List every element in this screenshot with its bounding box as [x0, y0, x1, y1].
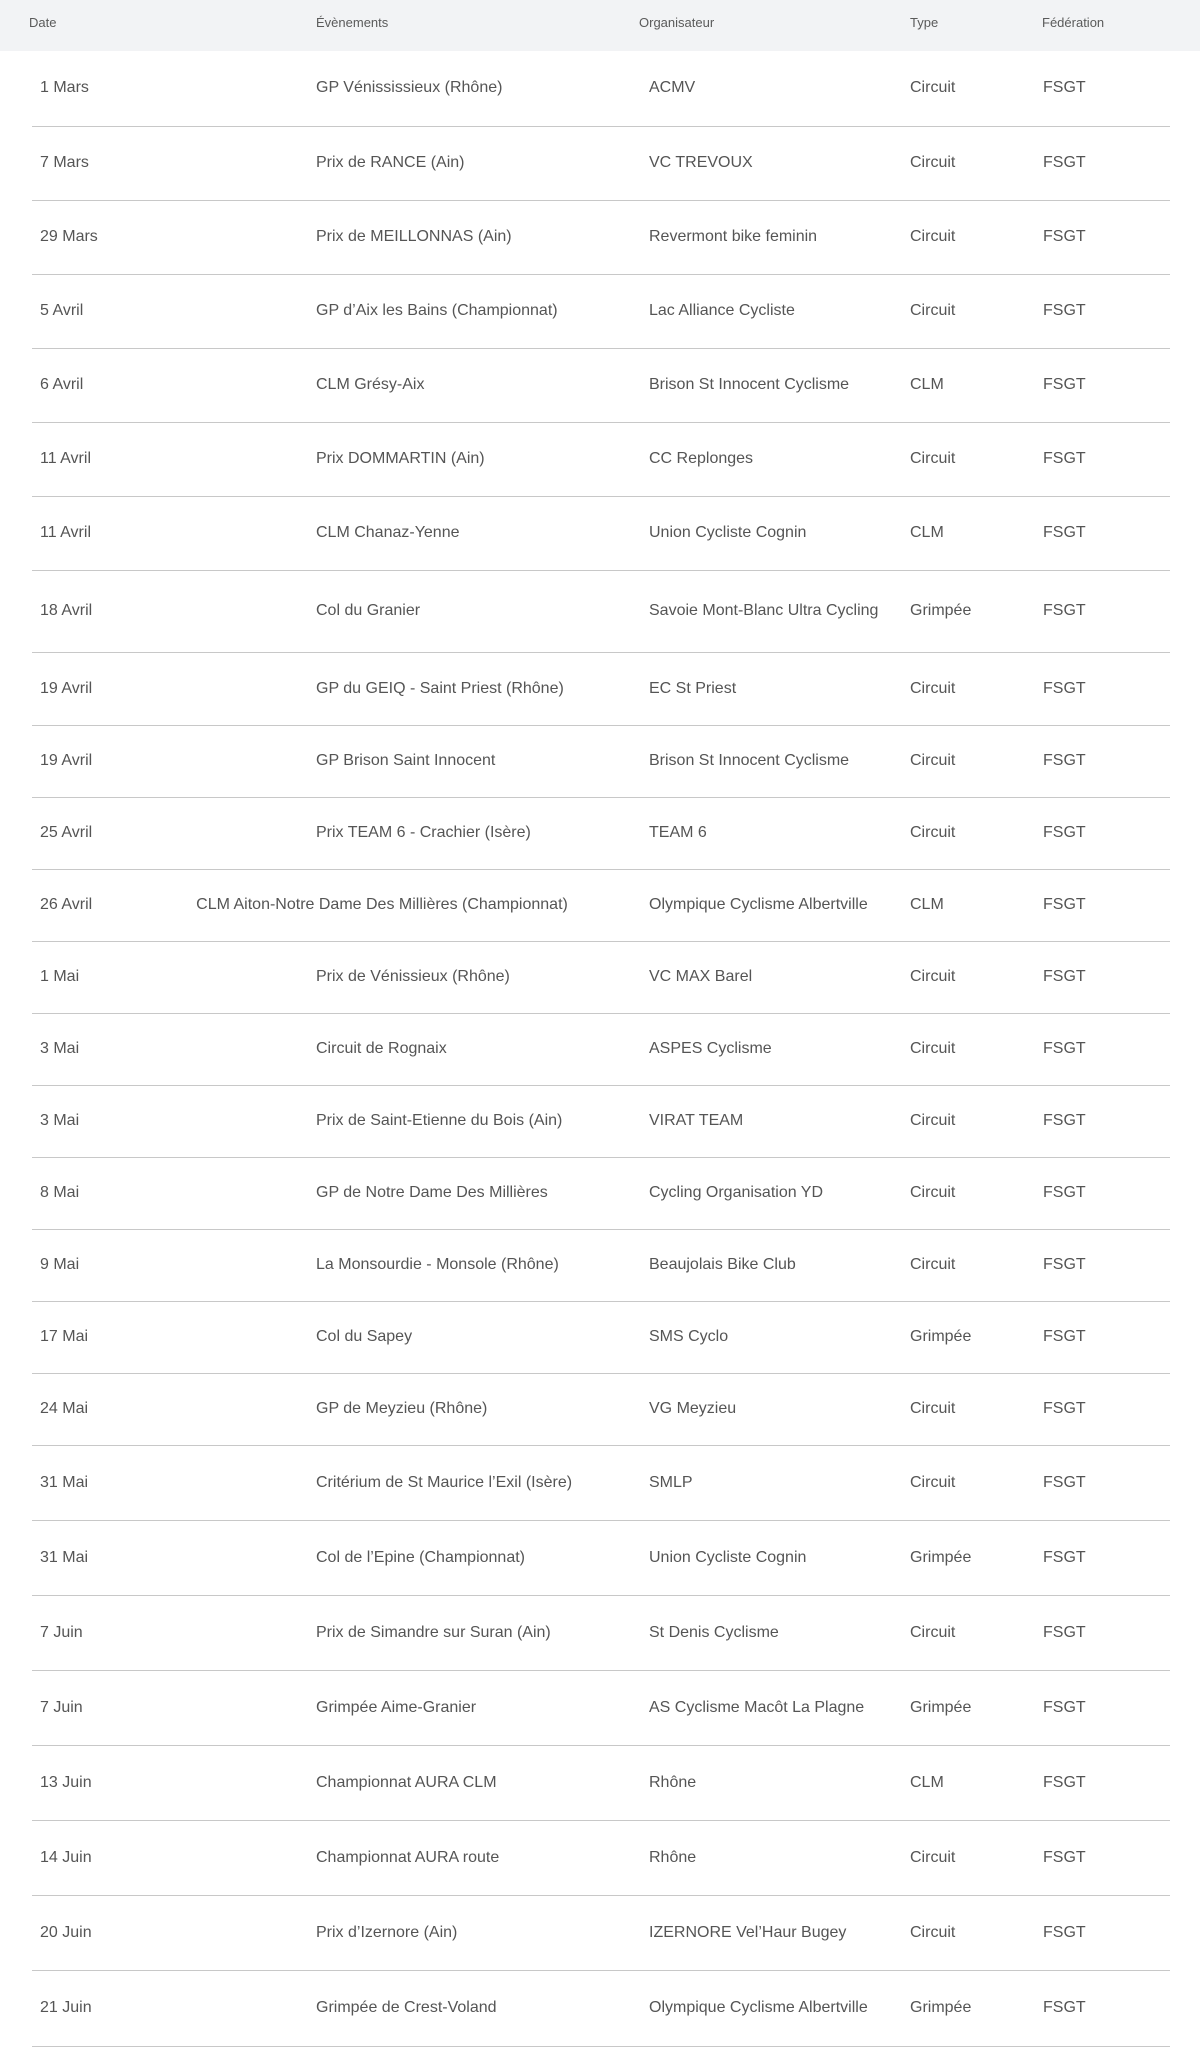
- event-federation: FSGT: [1043, 79, 1086, 96]
- event-organizer: Olympique Cyclisme Albertville: [649, 896, 868, 913]
- event-date: 9 Mai: [40, 1256, 80, 1273]
- event-name: GP d’Aix les Bains (Championnat): [316, 302, 558, 319]
- event-federation: FSGT: [1043, 1400, 1086, 1417]
- event-organizer: VG Meyzieu: [649, 1400, 737, 1417]
- event-federation: FSGT: [1043, 968, 1086, 985]
- table-row: [32, 1374, 1170, 1446]
- table-row: [32, 1671, 1170, 1746]
- event-organizer: IZERNORE Vel’Haur Bugey: [649, 1924, 847, 1941]
- event-organizer: TEAM 6: [649, 824, 707, 841]
- event-name: Col du Sapey: [316, 1328, 413, 1345]
- event-organizer: Brison St Innocent Cyclisme: [649, 376, 850, 393]
- event-federation: FSGT: [1043, 680, 1086, 697]
- event-federation: FSGT: [1043, 1474, 1086, 1491]
- event-name: Circuit de Rognaix: [316, 1040, 447, 1057]
- table-row: [32, 1446, 1170, 1521]
- event-date: 31 Mai: [40, 1474, 89, 1491]
- event-type: Circuit: [910, 228, 956, 245]
- event-type: Circuit: [910, 1040, 956, 1057]
- table-row: [32, 798, 1170, 870]
- header-event: Évènements: [316, 15, 389, 30]
- event-organizer: CC Replonges: [649, 450, 754, 467]
- event-type: Circuit: [910, 824, 956, 841]
- event-type: Circuit: [910, 968, 956, 985]
- event-organizer: Olympique Cyclisme Albertville: [649, 1999, 868, 2016]
- table-row: [32, 1896, 1170, 1971]
- event-type: Circuit: [910, 1400, 956, 1417]
- event-date: 6 Avril: [40, 376, 84, 393]
- header-type: Type: [910, 15, 939, 30]
- table-row: [32, 1521, 1170, 1596]
- event-type: Grimpée: [910, 1999, 972, 2016]
- event-type: Grimpée: [910, 1328, 972, 1345]
- table-row: [32, 1302, 1170, 1374]
- event-type: CLM: [910, 896, 944, 913]
- event-federation: FSGT: [1043, 1924, 1086, 1941]
- event-organizer: SMS Cyclo: [649, 1328, 729, 1345]
- event-type: Circuit: [910, 1849, 956, 1866]
- event-name: GP Vénississieux (Rhône): [316, 79, 503, 96]
- table-row: [32, 870, 1170, 942]
- event-type: Grimpée: [910, 602, 972, 619]
- event-federation: FSGT: [1043, 1328, 1086, 1345]
- event-name: GP Brison Saint Innocent: [316, 752, 496, 769]
- event-name: CLM Grésy-Aix: [316, 376, 425, 393]
- table-row: [32, 1014, 1170, 1086]
- event-date: 1 Mai: [40, 968, 80, 985]
- event-organizer: Lac Alliance Cycliste: [649, 302, 795, 319]
- header-organizer: Organisateur: [639, 15, 715, 30]
- event-name: Grimpée Aime-Granier: [316, 1699, 477, 1716]
- event-type: CLM: [910, 524, 944, 541]
- event-federation: FSGT: [1043, 376, 1086, 393]
- event-federation: FSGT: [1043, 752, 1086, 769]
- table-header: [0, 0, 1200, 51]
- table-row: [32, 726, 1170, 798]
- event-federation: FSGT: [1043, 524, 1086, 541]
- event-name: Championnat AURA CLM: [316, 1774, 497, 1791]
- table-row: [32, 1230, 1170, 1302]
- event-federation: FSGT: [1043, 1999, 1086, 2016]
- event-type: Circuit: [910, 154, 956, 171]
- event-name: Prix de MEILLONNAS (Ain): [316, 228, 512, 245]
- event-organizer: ACMV: [649, 79, 696, 96]
- event-name: La Monsourdie - Monsole (Rhône): [316, 1256, 559, 1273]
- event-name: Prix de Saint-Etienne du Bois (Ain): [316, 1112, 563, 1129]
- event-date: 21 Juin: [40, 1999, 92, 2016]
- event-type: Circuit: [910, 1256, 956, 1273]
- event-type: Grimpée: [910, 1699, 972, 1716]
- event-date: 24 Mai: [40, 1400, 89, 1417]
- event-name: GP du GEIQ - Saint Priest (Rhône): [316, 680, 564, 697]
- event-date: 11 Avril: [40, 450, 91, 467]
- event-federation: FSGT: [1043, 1699, 1086, 1716]
- event-name: Prix TEAM 6 - Crachier (Isère): [316, 824, 531, 841]
- event-organizer: Rhône: [649, 1849, 697, 1866]
- event-name: CLM Chanaz-Yenne: [316, 524, 460, 541]
- event-organizer: Rhône: [649, 1774, 697, 1791]
- event-federation: FSGT: [1043, 1624, 1086, 1641]
- event-type: Grimpée: [910, 1549, 972, 1566]
- event-organizer: Beaujolais Bike Club: [649, 1256, 796, 1273]
- event-federation: FSGT: [1043, 302, 1086, 319]
- event-name: GP de Notre Dame Des Millières: [316, 1184, 548, 1201]
- event-federation: FSGT: [1043, 1040, 1086, 1057]
- event-name: Grimpée de Crest-Voland: [316, 1999, 497, 2016]
- table-row: [32, 1821, 1170, 1896]
- event-name: Prix de RANCE (Ain): [316, 154, 465, 171]
- table-row: [32, 423, 1170, 497]
- event-type: Circuit: [910, 302, 956, 319]
- event-organizer: SMLP: [649, 1474, 693, 1491]
- event-federation: FSGT: [1043, 1774, 1086, 1791]
- event-type: Circuit: [910, 680, 956, 697]
- event-federation: FSGT: [1043, 228, 1086, 245]
- event-organizer: Union Cycliste Cognin: [649, 524, 807, 541]
- event-date: 20 Juin: [40, 1924, 92, 1941]
- event-type: CLM: [910, 1774, 944, 1791]
- event-name: GP de Meyzieu (Rhône): [316, 1400, 488, 1417]
- event-type: Circuit: [910, 1112, 956, 1129]
- event-organizer: Revermont bike feminin: [649, 228, 818, 245]
- event-type: Circuit: [910, 752, 956, 769]
- event-federation: FSGT: [1043, 602, 1086, 619]
- table-row: [32, 51, 1170, 127]
- header-date: Date: [29, 15, 57, 30]
- table-row: [32, 1746, 1170, 1821]
- event-date: 25 Avril: [40, 824, 93, 841]
- event-name: Critérium de St Maurice l’Exil (Isère): [316, 1474, 573, 1491]
- event-federation: FSGT: [1043, 450, 1086, 467]
- table-row: [32, 1086, 1170, 1158]
- event-organizer: Savoie Mont-Blanc Ultra Cycling: [649, 602, 879, 619]
- event-name: Prix DOMMARTIN (Ain): [316, 450, 485, 467]
- event-name: Col de l’Epine (Championnat): [316, 1549, 525, 1566]
- event-name: Prix de Vénissieux (Rhône): [316, 968, 510, 985]
- event-organizer: VC TREVOUX: [649, 154, 753, 171]
- event-federation: FSGT: [1043, 1549, 1086, 1566]
- event-federation: FSGT: [1043, 896, 1086, 913]
- table-row: [32, 653, 1170, 726]
- event-date: 19 Avril: [40, 680, 93, 697]
- event-federation: FSGT: [1043, 1849, 1086, 1866]
- event-type: Circuit: [910, 1924, 956, 1941]
- event-date: 1 Mars: [40, 79, 89, 96]
- event-date: 18 Avril: [40, 602, 93, 619]
- table-row: [32, 1596, 1170, 1671]
- event-organizer: ASPES Cyclisme: [649, 1040, 772, 1057]
- event-date: 31 Mai: [40, 1549, 89, 1566]
- event-organizer: VC MAX Barel: [649, 968, 753, 985]
- event-organizer: AS Cyclisme Macôt La Plagne: [649, 1699, 865, 1716]
- event-federation: FSGT: [1043, 154, 1086, 171]
- event-date: 3 Mai: [40, 1112, 80, 1129]
- event-organizer: EC St Priest: [649, 680, 737, 697]
- event-date: 3 Mai: [40, 1040, 80, 1057]
- event-date: 14 Juin: [40, 1849, 92, 1866]
- event-date: 29 Mars: [40, 228, 98, 245]
- event-date: 7 Mars: [40, 154, 89, 171]
- event-type: Circuit: [910, 450, 956, 467]
- event-type: CLM: [910, 376, 944, 393]
- event-federation: FSGT: [1043, 1184, 1086, 1201]
- event-date: 26 Avril: [40, 896, 93, 913]
- event-federation: FSGT: [1043, 824, 1086, 841]
- event-type: Circuit: [910, 1624, 956, 1641]
- table-row: [32, 1971, 1170, 2047]
- header-federation: Fédération: [1042, 15, 1105, 30]
- event-organizer: St Denis Cyclisme: [649, 1624, 779, 1641]
- event-name: Prix d’Izernore (Ain): [316, 1924, 458, 1941]
- event-organizer: Brison St Innocent Cyclisme: [649, 752, 850, 769]
- event-organizer: VIRAT TEAM: [649, 1112, 744, 1129]
- event-organizer: Cycling Organisation YD: [649, 1184, 824, 1201]
- event-date: 13 Juin: [40, 1774, 92, 1791]
- event-name: Championnat AURA route: [316, 1849, 500, 1866]
- event-organizer: Union Cycliste Cognin: [649, 1549, 807, 1566]
- table-row: [32, 497, 1170, 571]
- event-date: 7 Juin: [40, 1699, 83, 1716]
- event-date: 17 Mai: [40, 1328, 89, 1345]
- event-name: Prix de Simandre sur Suran (Ain): [316, 1624, 551, 1641]
- event-name: CLM Aiton-Notre Dame Des Millières (Championnat): [196, 896, 568, 913]
- table-row: [32, 942, 1170, 1014]
- event-federation: FSGT: [1043, 1112, 1086, 1129]
- table-row: [32, 127, 1170, 201]
- event-federation: FSGT: [1043, 1256, 1086, 1273]
- table-row: [32, 349, 1170, 423]
- event-date: 19 Avril: [40, 752, 93, 769]
- event-date: 7 Juin: [40, 1624, 83, 1641]
- table-row: [32, 275, 1170, 349]
- event-date: 5 Avril: [40, 302, 84, 319]
- table-row: [32, 201, 1170, 275]
- event-date: 11 Avril: [40, 524, 91, 541]
- table-row: [32, 571, 1170, 653]
- event-type: Circuit: [910, 79, 956, 96]
- event-name: Col du Granier: [316, 602, 421, 619]
- event-type: Circuit: [910, 1184, 956, 1201]
- event-date: 8 Mai: [40, 1184, 80, 1201]
- event-type: Circuit: [910, 1474, 956, 1491]
- table-row: [32, 1158, 1170, 1230]
